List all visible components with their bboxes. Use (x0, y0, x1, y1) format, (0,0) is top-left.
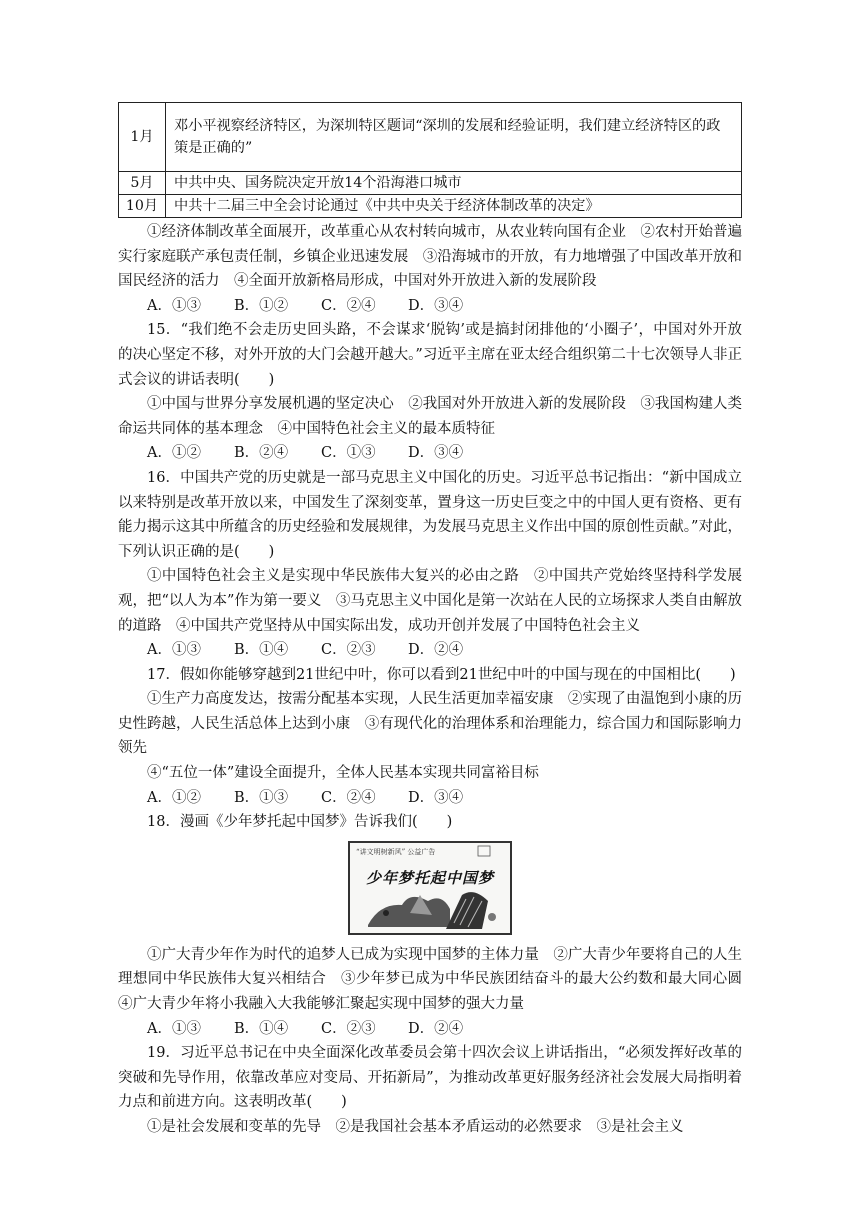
option-b[interactable]: B．②④ (234, 445, 289, 462)
month-cell: 5月 (119, 172, 166, 195)
q19-statements: ①是社会发展和变革的先导 ②是我国社会基本矛盾运动的必然要求 ③是社会主义 (147, 1119, 684, 1135)
q14-options (118, 294, 742, 319)
event-cell: 中共中央、国务院决定开放14个沿海港口城市 (166, 172, 742, 195)
option-c[interactable]: C．②③ (321, 642, 376, 659)
q18-options (118, 1017, 742, 1042)
cartoon-title: 少年梦托起中国梦 (365, 868, 494, 887)
q15-options (118, 441, 742, 466)
q16-stem: 16．中国共产党的历史就是一部马克思主义中国化的历史。习近平总书记指出：“新中国成立以来特别是改革开放以来，中国发生了深刻变革，置身这一历史巨变之中的中国人更有资格、更有能力揭示这其中所蕴含的历史经验和发展规律，为发展马克思主义作出中国的原创性贡献。”对此，下列认识正确的是( ) (118, 469, 742, 560)
option-d[interactable]: D．③④ (408, 297, 464, 314)
option-a[interactable]: A．①③ (147, 297, 201, 314)
option-c[interactable]: C．②④ (321, 297, 376, 314)
cartoon-image (348, 841, 512, 935)
option-c[interactable]: C．①③ (321, 445, 376, 462)
q17-options (118, 786, 742, 811)
option-b[interactable]: B．①② (234, 297, 289, 314)
event-cell: 邓小平视察经济特区，为深圳特区题词“深圳的发展和经验证明，我们建立经济特区的政策是正确的” (166, 103, 742, 172)
q17-statements: ①生产力高度发达，按需分配基本实现，人民生活更加幸福安康 ②实现了由温饱到小康的历史性跨越，人民生活总体上达到小康 ③有现代化的治理体系和治理能力，综合国力和国际影响力领先 (118, 691, 742, 757)
event-cell: 中共十二届三中全会讨论通过《中共中央关于经济体制改革的决定》 (166, 195, 742, 218)
option-b[interactable]: B．①④ (234, 642, 289, 659)
option-c[interactable]: C．②④ (321, 789, 376, 806)
cartoon-tag: “讲文明树新风” 公益广告 (356, 847, 436, 856)
month-cell: 1月 (119, 103, 166, 172)
month-cell: 10月 (119, 195, 166, 218)
option-b[interactable]: B．①④ (234, 1020, 289, 1037)
q16-statements: ①中国特色社会主义是实现中华民族伟大复兴的必由之路 ②中国共产党始终坚持科学发展观，把“以人为本”作为第一要义 ③马克思主义中国化是第一次站在人民的立场探求人类自由解放的道路 ④中国共产党坚持从中国实际出发，成功开创并发展了中国特色社会主义 (118, 568, 742, 634)
q15-statements: ①中国与世界分享发展机遇的坚定决心 ②我国对外开放进入新的发展阶段 ③我国构建人类命运共同体的基本理念 ④中国特色社会主义的最本质特征 (118, 396, 742, 437)
q17-stem: 17．假如你能够穿越到21世纪中叶，你可以看到21世纪中叶的中国与现在的中国相比( ) (147, 666, 736, 683)
option-d[interactable]: D．③④ (408, 789, 464, 806)
q16-options (118, 638, 742, 663)
option-a[interactable]: A．①③ (147, 1020, 201, 1037)
table-row (119, 195, 742, 218)
q14-statements: ①经济体制改革全面展开，改革重心从农村转向城市，从农业转向国有企业 ②农村开始普遍实行家庭联产承包责任制，乡镇企业迅速发展 ③沿海城市的开放，有力地增强了中国改革开放和国民经济的活力 ④全面开放新格局形成，中国对外开放进入新的发展阶段 (118, 224, 742, 290)
option-a[interactable]: A．①③ (147, 642, 201, 659)
q18-statements: ①广大青少年作为时代的追梦人已成为实现中国梦的主体力量 ②广大青少年要将自己的人生理想同中华民族伟大复兴相结合 ③少年梦已成为中华民族团结奋斗的最大公约数和最大同心圆 ④广大青少年将小我融入大我能够汇聚起实现中国梦的强大力量 (118, 946, 757, 1013)
table-row (119, 103, 742, 172)
option-d[interactable]: D．③④ (408, 445, 464, 462)
table-row (119, 172, 742, 195)
option-a[interactable]: A．①② (147, 789, 201, 806)
q19-stem: 19．习近平总书记在中央全面深化改革委员会第十四次会议上讲话指出，“必须发挥好改革的突破和先导作用，依靠改革应对变局、开拓新局”，为推动改革更好服务经济社会发展大局指明着力点和前进方向。这表明改革( ) (118, 1045, 742, 1111)
option-b[interactable]: B．①③ (234, 789, 289, 806)
option-c[interactable]: C．②③ (321, 1020, 376, 1037)
exam-page (118, 102, 757, 1140)
q18-stem: 18．漫画《少年梦托起中国梦》告诉我们( ) (147, 814, 453, 831)
q15-stem: 15．“我们绝不会走历史回头路，不会谋求‘脱钩’或是搞封闭排他的‘小圈子’，中国对外开放的决心坚定不移，对外开放的大门会越开越大。”习近平主席在亚太经合组织第二十七次领导人非正式会议的讲话表明( ) (118, 322, 742, 388)
event-table (118, 102, 742, 218)
q17-statement-4: ④“五位一体”建设全面提升，全体人民基本实现共同富裕目标 (147, 765, 539, 782)
cartoon-container (118, 841, 742, 935)
option-d[interactable]: D．②④ (408, 642, 464, 659)
option-d[interactable]: D．②④ (408, 1020, 464, 1037)
option-a[interactable]: A．①② (147, 445, 201, 462)
